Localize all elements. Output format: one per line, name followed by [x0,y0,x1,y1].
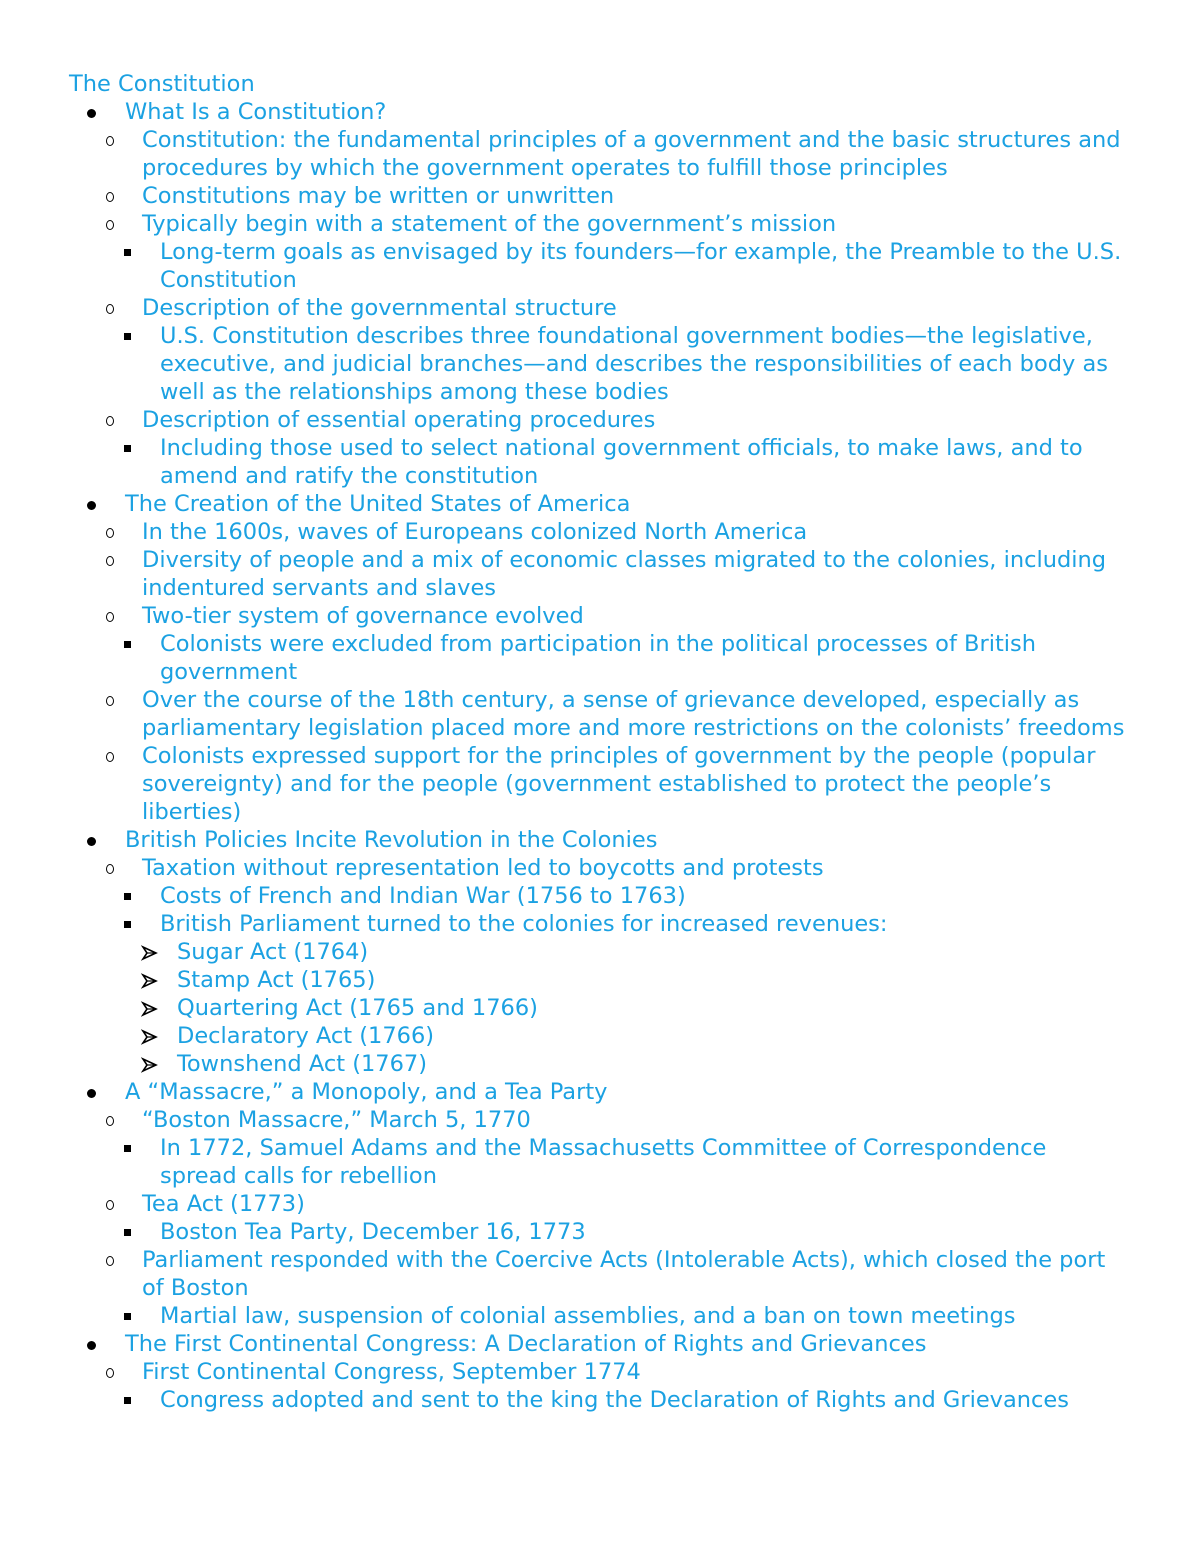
outline-item-level-4 [0,966,1200,994]
outline-item-text: Stamp Act (1765) [177,967,376,993]
outline-item-level-1 [0,826,1200,854]
bullet-dot-icon [87,827,96,855]
outline-item-text: Colonists were excluded from participation in the political processes of British government [160,631,1037,685]
outline-item-text: Constitutions may be written or unwritten [142,183,615,209]
outline-item-level-1 [0,98,1200,126]
outline-item-text: Townshend Act (1767) [177,1051,428,1077]
outline-item-level-3 [0,882,1200,910]
outline-item-level-3 [0,1134,1200,1190]
outline-item-text: Congress adopted and sent to the king the Declaration of Rights and Grievances [160,1387,1069,1413]
outline-item-level-4 [0,938,1200,966]
outline-item-text: Tea Act (1773) [142,1191,305,1217]
bullet-circle-icon [106,1190,114,1218]
outline-item-text: Description of essential operating procedures [142,407,656,433]
bullet-circle-icon [106,854,114,882]
bullet-square-icon [124,1386,131,1414]
bullet-dot-icon [87,1079,96,1107]
bullet-square-icon [124,1134,131,1162]
outline-item-level-3 [0,434,1200,490]
bullet-circle-icon [106,686,114,714]
arrow-bullet-icon [141,966,159,994]
outline-item-text: Costs of French and Indian War (1756 to 1763) [160,883,686,909]
outline-item-level-3 [0,630,1200,686]
bullet-circle-icon [106,1106,114,1134]
bullet-square-icon [124,322,131,350]
outline-item-text: Taxation without representation led to boycotts and protests [142,855,824,881]
bullet-circle-icon [106,602,114,630]
outline-item-level-2 [0,518,1200,546]
outline-item-text: “Boston Massacre,” March 5, 1770 [142,1107,531,1133]
outline-item-level-2 [0,1106,1200,1134]
arrow-bullet-icon [141,994,159,1022]
outline-item-text: U.S. Constitution describes three foundational government bodies—the legislative, executive, and judicial branches—and describes the responsibilities of each body as well as the relationships among these bodies [160,323,1108,405]
arrow-bullet-icon [141,1050,159,1078]
outline-item-text: In 1772, Samuel Adams and the Massachusetts Committee of Correspondence spread calls for rebellion [160,1135,1047,1189]
arrow-bullet-icon [141,938,159,966]
outline-item-level-4 [0,994,1200,1022]
outline-item-text: British Parliament turned to the colonies for increased revenues: [160,911,888,937]
bullet-dot-icon [87,99,96,127]
bullet-circle-icon [106,406,114,434]
outline-item-text: Colonists expressed support for the principles of government by the people (popular sovereignty) and for the people (government established to protect the people’s liberties) [142,743,1096,825]
outline-item-level-2 [0,602,1200,630]
bullet-circle-icon [106,210,114,238]
outline-item-level-1 [0,490,1200,518]
outline-item-text: Two-tier system of governance evolved [142,603,584,629]
bullet-square-icon [124,1302,131,1330]
bullet-dot-icon [87,491,96,519]
bullet-square-icon [124,1218,131,1246]
outline-item-text: Martial law, suspension of colonial assemblies, and a ban on town meetings [160,1303,1016,1329]
outline-item-level-4 [0,1050,1200,1078]
outline-item-text: Quartering Act (1765 and 1766) [177,995,538,1021]
outline-item-text: Constitution: the fundamental principles of a government and the basic structures and procedures by which the government operates to fulfill those principles [142,127,1121,181]
outline-item-text: Including those used to select national government officials, to make laws, and to amend and ratify the constitution [160,435,1083,489]
outline-item-level-2 [0,210,1200,238]
document-title: The Constitution [69,71,255,97]
outline-item-level-2 [0,294,1200,322]
bullet-circle-icon [106,294,114,322]
outline-item-text: Boston Tea Party, December 16, 1773 [160,1219,586,1245]
bullet-square-icon [124,630,131,658]
bullet-circle-icon [106,1246,114,1274]
outline-item-text: Long-term goals as envisaged by its founders—for example, the Preamble to the U.S. Constitution [160,239,1122,293]
outline-item-level-3 [0,1302,1200,1330]
outline-list [0,98,1200,1414]
outline-item-text: British Policies Incite Revolution in the Colonies [125,827,658,853]
bullet-circle-icon [106,182,114,210]
outline-item-text: A “Massacre,” a Monopoly, and a Tea Party [125,1079,608,1105]
outline-item-level-2 [0,742,1200,826]
outline-item-text: Over the course of the 18th century, a sense of grievance developed, especially as parliamentary legislation placed more and more restrictions on the colonists’ freedoms [142,687,1125,741]
outline-item-text: Description of the governmental structure [142,295,617,321]
bullet-square-icon [124,238,131,266]
outline-item-level-3 [0,1386,1200,1414]
outline-item-text: Declaratory Act (1766) [177,1023,435,1049]
outline-item-text: In the 1600s, waves of Europeans colonized North America [142,519,808,545]
bullet-circle-icon [106,742,114,770]
outline-item-level-3 [0,1218,1200,1246]
bullet-circle-icon [106,546,114,574]
outline-item-level-3 [0,322,1200,406]
outline-item-level-3 [0,238,1200,294]
bullet-circle-icon [106,126,114,154]
bullet-square-icon [124,434,131,462]
outline-item-text: The First Continental Congress: A Declaration of Rights and Grievances [125,1331,927,1357]
outline-item-level-2 [0,546,1200,602]
bullet-circle-icon [106,518,114,546]
outline-item-text: The Creation of the United States of America [125,491,631,517]
outline-item-text: Parliament responded with the Coercive Acts (Intolerable Acts), which closed the port of Boston [142,1247,1106,1301]
outline-item-level-1 [0,1078,1200,1106]
outline-item-level-2 [0,1190,1200,1218]
outline-item-text: First Continental Congress, September 1774 [142,1359,641,1385]
outline-item-text: Typically begin with a statement of the government’s mission [142,211,837,237]
bullet-square-icon [124,882,131,910]
bullet-dot-icon [87,1331,96,1359]
outline-item-level-2 [0,126,1200,182]
outline-item-level-1 [0,1330,1200,1358]
bullet-square-icon [124,910,131,938]
outline-item-level-2 [0,686,1200,742]
outline-item-level-2 [0,1246,1200,1302]
outline-item-text: What Is a Constitution? [125,99,387,125]
outline-item-level-2 [0,1358,1200,1386]
outline-item-text: Sugar Act (1764) [177,939,369,965]
outline-item-level-3 [0,910,1200,938]
outline-item-level-4 [0,1022,1200,1050]
outline-item-level-2 [0,406,1200,434]
outline-item-level-2 [0,854,1200,882]
arrow-bullet-icon [141,1022,159,1050]
outline-item-level-2 [0,182,1200,210]
outline-item-text: Diversity of people and a mix of economic classes migrated to the colonies, including indentured servants and slaves [142,547,1107,601]
bullet-circle-icon [106,1358,114,1386]
